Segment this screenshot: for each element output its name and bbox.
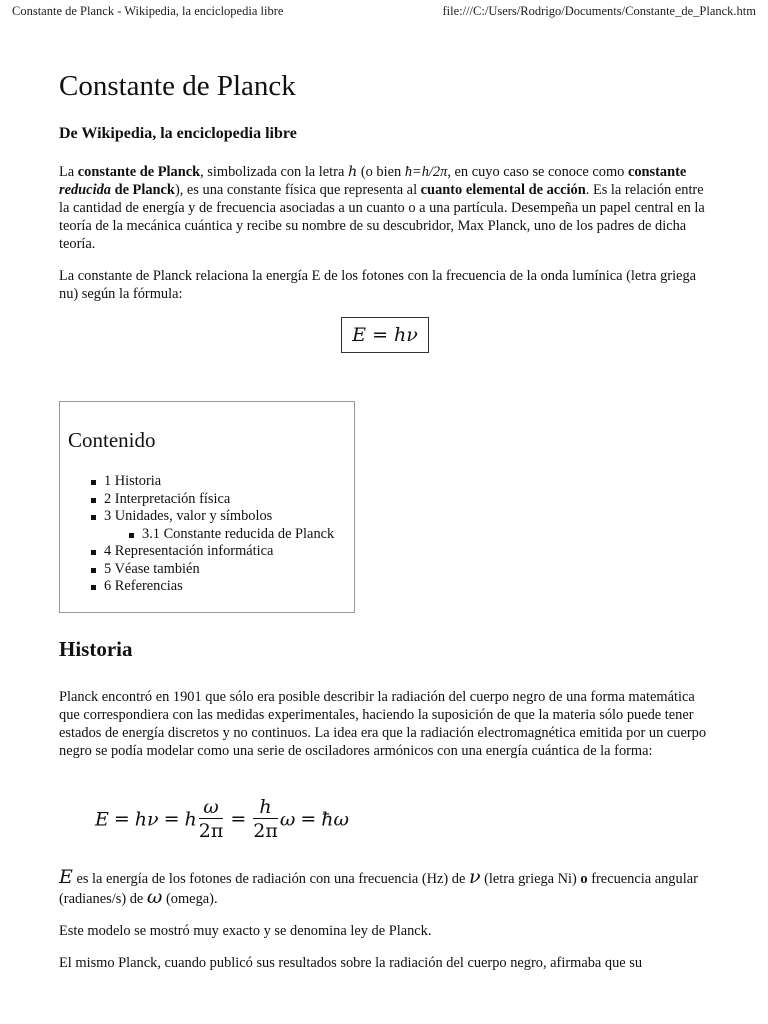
page-subtitle: De Wikipedia, la enciclopedia libre <box>59 125 297 143</box>
historia-paragraph: Planck encontró en 1901 que sólo era posible describir la radiación del cuerpo negro de una forma matemática que correspondiera con las medidas experimentales, haciendo la suposición de que la materia sólo puede tener estados de energía discretos y no continuos. La idea era que la radiación electromagnética emitida por un cuerpo negro se podía modelar como una serie de osciladores armónicos con una energía cuántica de la forma: <box>59 688 707 759</box>
toc-item-unidades[interactable]: 3 Unidades, valor y símbolos <box>90 508 346 526</box>
page-header-path: file:///C:/Users/Rodrigo/Documents/Constante_de_Planck.htm <box>442 4 756 18</box>
intro-paragraph: La constante de Planck, simbolizada con la letra h (o bien ħ=h/2π, en cuyo caso se conoce como constante reducida de Planck), es una constante física que representa al cuanto elemental de acción. Es la relación entre la cantidad de energía y de frecuencia asociadas a un cuanto o a una partícula. Desempeña un papel central en la teoría de la mecánica cuántica y recibe su nombre de su descubridor, Max Planck, uno de los padres de dicha teoría. <box>59 164 705 253</box>
toc-item-constante-reducida[interactable]: 3.1 Constante reducida de Planck <box>128 526 346 544</box>
formula-intro-paragraph: La constante de Planck relaciona la energía E de los fotones con la frecuencia de la onda lumínica (letra griega nu) según la fórmula: <box>59 268 697 303</box>
formula-e-equals-h-nu: E = hν <box>341 317 429 353</box>
section-heading-historia: Historia <box>59 636 133 661</box>
toc-item-representacion[interactable]: 4 Representación informática <box>90 543 346 561</box>
energy-formula: E = hν = h $\frac{\omega}{2\pi}$ = $\frac{h}{2\pi}$ ω = ħω <box>95 795 349 842</box>
table-of-contents <box>59 401 355 613</box>
toc-list <box>68 473 346 596</box>
planck-law-paragraph: Este modelo se mostró muy exacto y se denomina ley de Planck. <box>59 922 432 939</box>
page-header-title: Constante de Planck - Wikipedia, la enciclopedia libre <box>12 4 284 18</box>
planck-publication-paragraph: El mismo Planck, cuando publicó sus resultados sobre la radiación del cuerpo negro, afirmaba que su <box>59 954 643 971</box>
energy-explanation-paragraph: E es la energía de los fotones de radiación con una frecuencia (Hz) de ν (letra griega Ni) o frecuencia angular (radianes/s) de ω (omega). <box>59 865 698 908</box>
toc-item-interpretacion[interactable]: 2 Interpretación física <box>90 491 346 509</box>
toc-title: Contenido <box>68 428 156 453</box>
toc-item-referencias[interactable]: 6 Referencias <box>90 578 346 596</box>
article-content <box>59 70 711 986</box>
toc-item-historia[interactable]: 1 Historia <box>90 473 346 491</box>
toc-item-vease[interactable]: 5 Véase también <box>90 561 346 579</box>
page-title: Constante de Planck <box>59 70 296 102</box>
